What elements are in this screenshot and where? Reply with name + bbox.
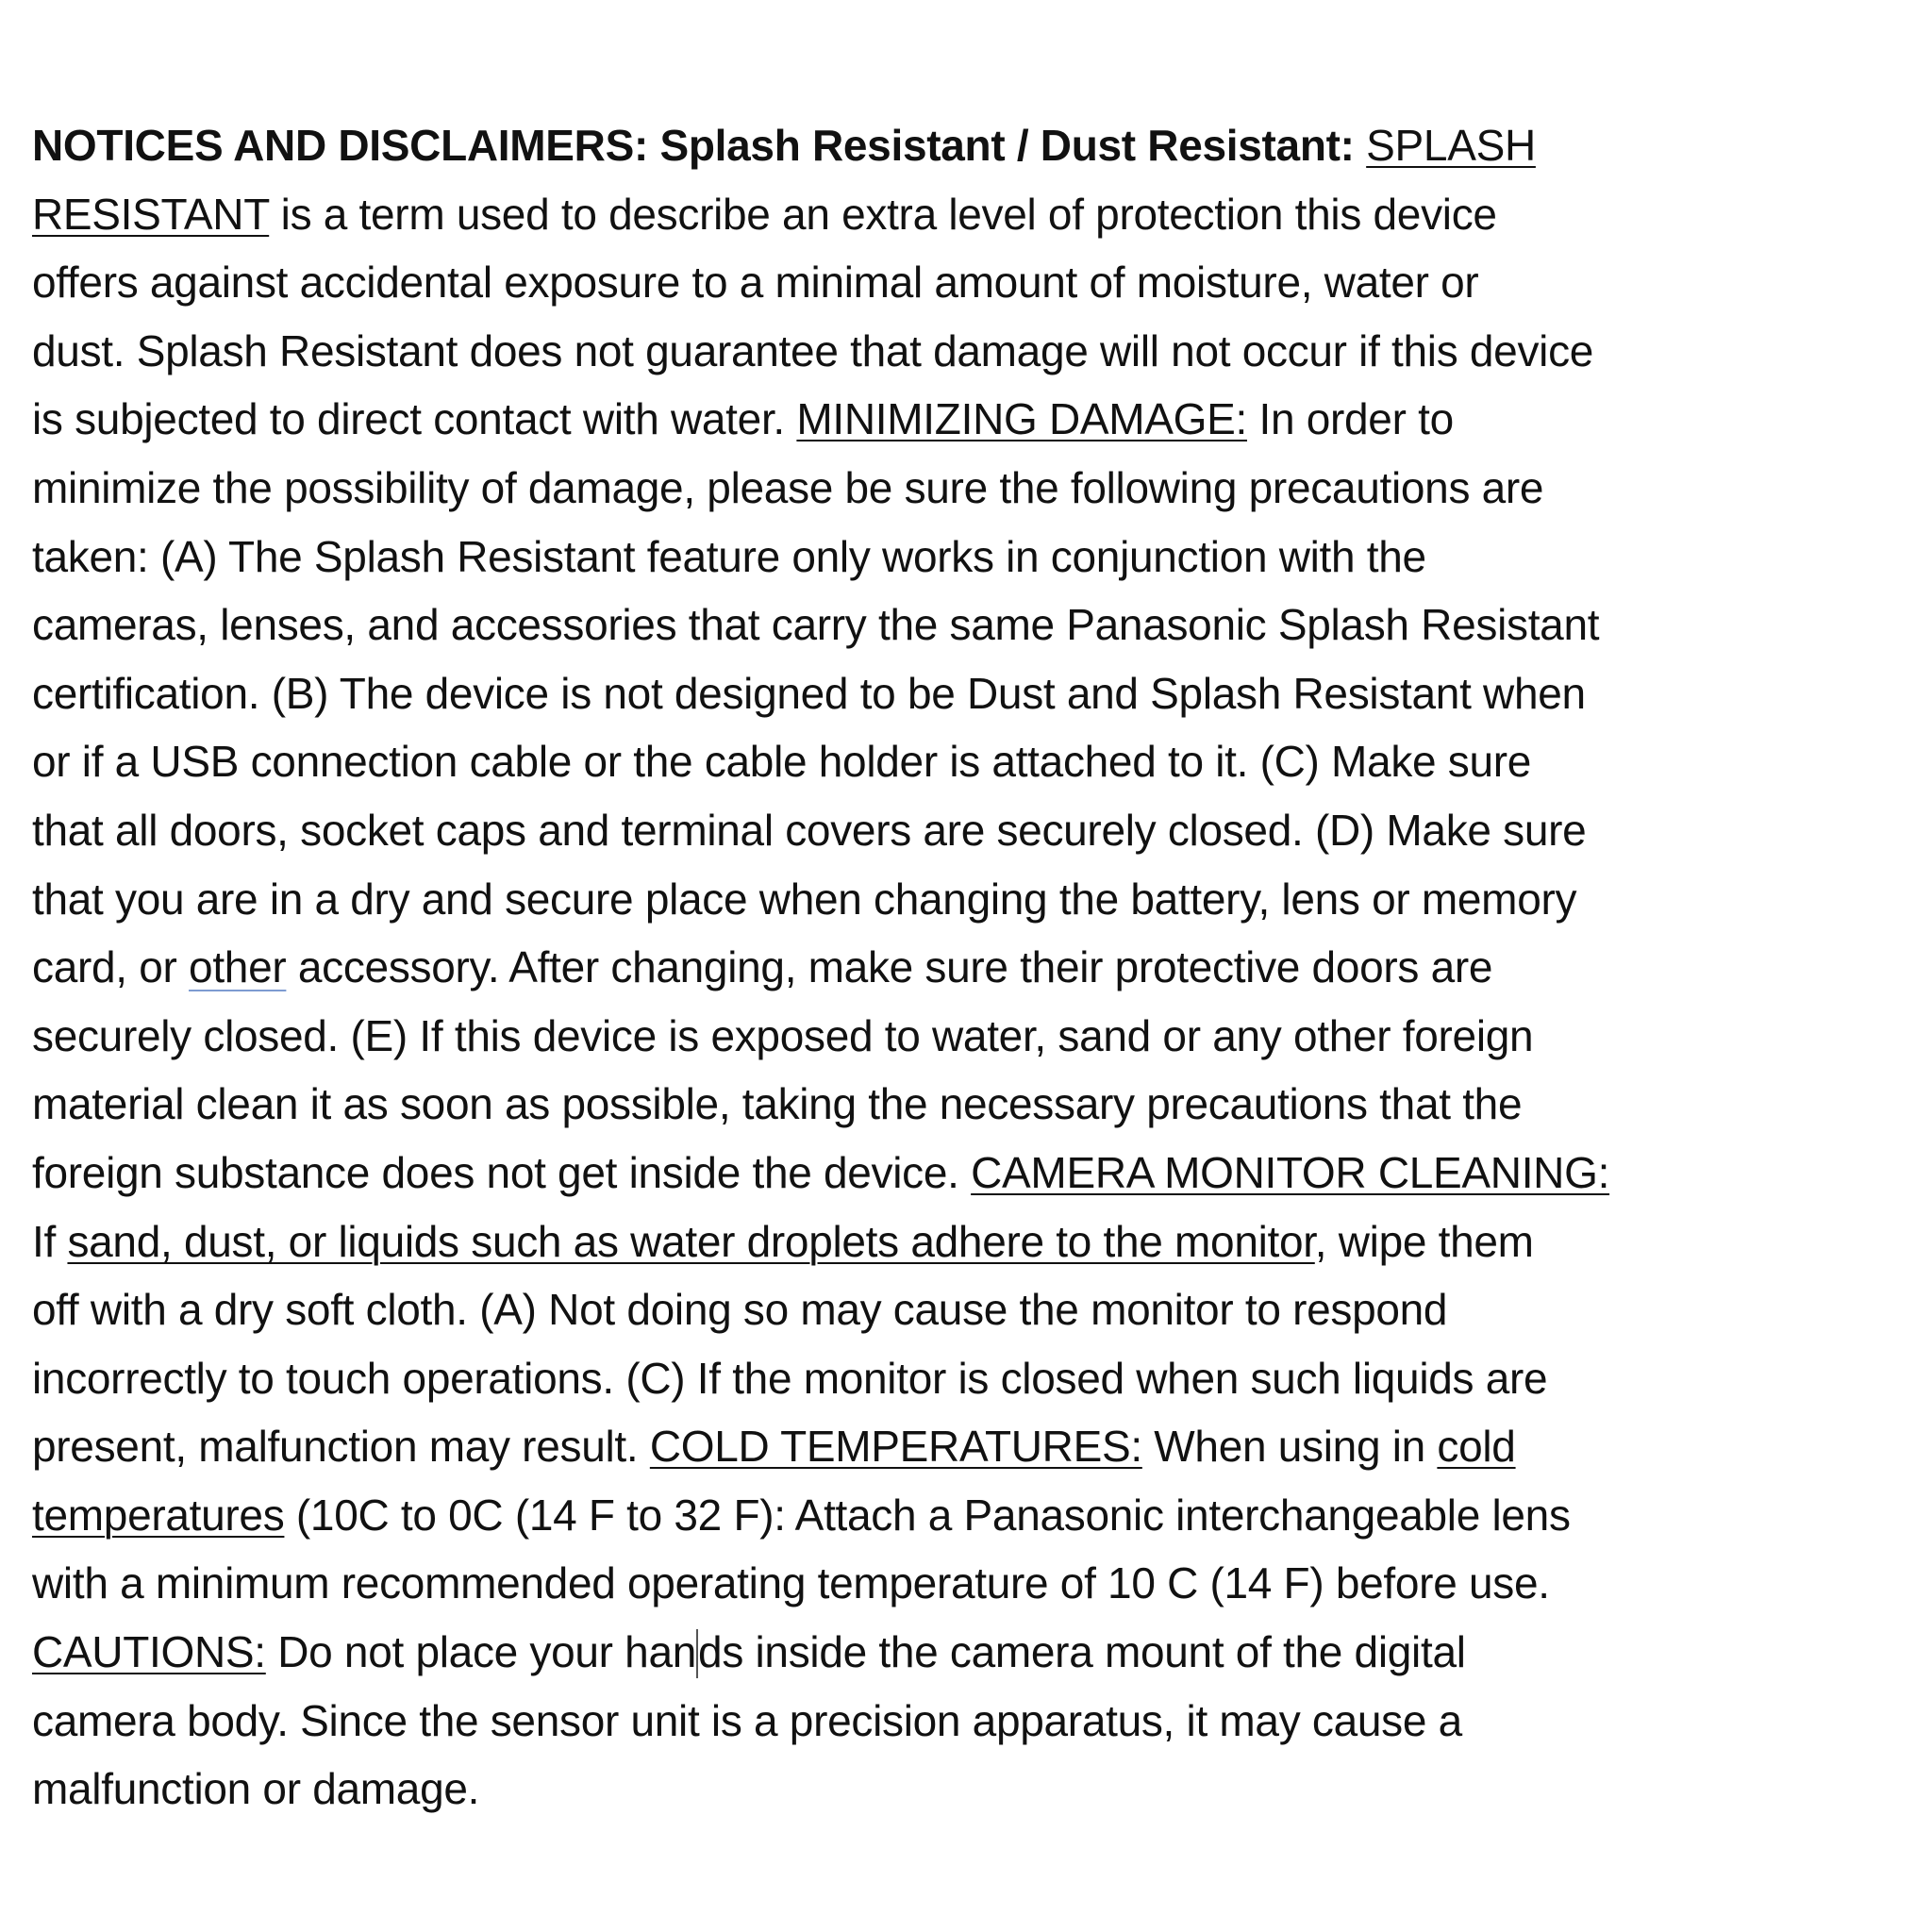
underlined-text: sand, dust, or liquids such as water droplets adhere to the monitor [67, 1216, 1315, 1266]
body-text: minimize the possibility of damage, please be sure the following precautions are [32, 462, 1544, 512]
body-text: with a minimum recommended operating temperature of 10 C (14 F) before use. [32, 1558, 1550, 1608]
text-line [32, 865, 1919, 934]
underlined-text: COLD TEMPERATURES: [649, 1422, 1142, 1472]
body-text: is subjected to direct contact with water. [32, 394, 797, 444]
text-line [32, 1481, 1919, 1550]
body-text: taken: (A) The Splash Resistant feature only works in conjunction with the [32, 531, 1426, 581]
text-line [32, 1687, 1919, 1756]
text-line [32, 1070, 1919, 1139]
body-text: ds inside the camera mount of the digital [698, 1627, 1466, 1677]
body-text: dust. Splash Resistant does not guarantee that damage will not occur if this device [32, 325, 1594, 375]
body-text: that you are in a dry and secure place when changing the battery, lens or memory [32, 874, 1577, 924]
body-text: card, or [32, 942, 190, 992]
text-line [32, 248, 1919, 317]
body-text: foreign substance does not get inside the device. [32, 1147, 972, 1197]
text-line [32, 523, 1919, 591]
body-text: malfunction or damage. [32, 1764, 480, 1814]
underlined-text: RESISTANT [32, 189, 270, 239]
body-text: In order to [1247, 394, 1454, 444]
body-text: Do not place your han [265, 1627, 697, 1677]
text-line [32, 1275, 1919, 1344]
text-line [32, 1618, 1919, 1687]
body-text: accessory. After changing, make sure their protective doors are [286, 942, 1493, 992]
body-text: When using in [1141, 1422, 1438, 1472]
text-line [32, 727, 1919, 796]
body-text: off with a dry soft cloth. (A) Not doing so may cause the monitor to respond [32, 1285, 1448, 1335]
text-line [32, 659, 1919, 728]
underlined-text: CAMERA MONITOR CLEANING: [971, 1147, 1610, 1197]
body-text: present, malfunction may result. [32, 1422, 650, 1472]
text-line [32, 317, 1919, 386]
body-text: is a term used to describe an extra level of protection this device [269, 189, 1497, 239]
text-line [32, 180, 1919, 249]
body-text: that all doors, socket caps and terminal covers are securely closed. (D) Make sure [32, 805, 1587, 855]
underlined-text: MINIMIZING DAMAGE: [796, 394, 1247, 444]
text-line [32, 1139, 1919, 1208]
text-line [32, 454, 1919, 523]
text-line [32, 1412, 1919, 1481]
document-body [32, 111, 1919, 1824]
text-line [32, 385, 1919, 454]
text-line [32, 1549, 1919, 1618]
text-line [32, 1755, 1919, 1824]
body-text: or if a USB connection cable or the cable holder is attached to it. (C) Make sure [32, 737, 1532, 787]
body-text: securely closed. (E) If this device is exposed to water, sand or any other foreign [32, 1010, 1534, 1060]
underlined-text: SPLASH [1366, 121, 1536, 170]
spellcheck-flagged-word: other [189, 942, 287, 992]
underlined-text: CAUTIONS: [32, 1627, 266, 1677]
underlined-text: temperatures [32, 1490, 285, 1540]
body-text: certification. (B) The device is not designed to be Dust and Splash Resistant when [32, 668, 1586, 718]
body-text: material clean it as soon as possible, taking the necessary precautions that the [32, 1079, 1523, 1129]
body-text: cameras, lenses, and accessories that carry the same Panasonic Splash Resistant [32, 600, 1600, 650]
body-text: , wipe them [1314, 1216, 1534, 1266]
text-line [32, 1002, 1919, 1071]
text-line [32, 933, 1919, 1002]
text-line [32, 1344, 1919, 1413]
body-text: (10C to 0C (14 F to 32 F): Attach a Panasonic interchangeable lens [284, 1490, 1571, 1540]
underlined-text: cold [1437, 1422, 1516, 1472]
body-text: offers against accidental exposure to a minimal amount of moisture, water or [32, 258, 1479, 308]
body-text: If [32, 1216, 68, 1266]
body-text: incorrectly to touch operations. (C) If the monitor is closed when such liquids are [32, 1353, 1548, 1403]
text-line [32, 111, 1919, 180]
text-line [32, 796, 1919, 865]
text-line [32, 1208, 1919, 1276]
bold-heading-text: NOTICES AND DISCLAIMERS: Splash Resistant / Dust Resistant: [32, 121, 1367, 170]
text-line [32, 591, 1919, 659]
body-text: camera body. Since the sensor unit is a precision apparatus, it may cause a [32, 1695, 1462, 1745]
